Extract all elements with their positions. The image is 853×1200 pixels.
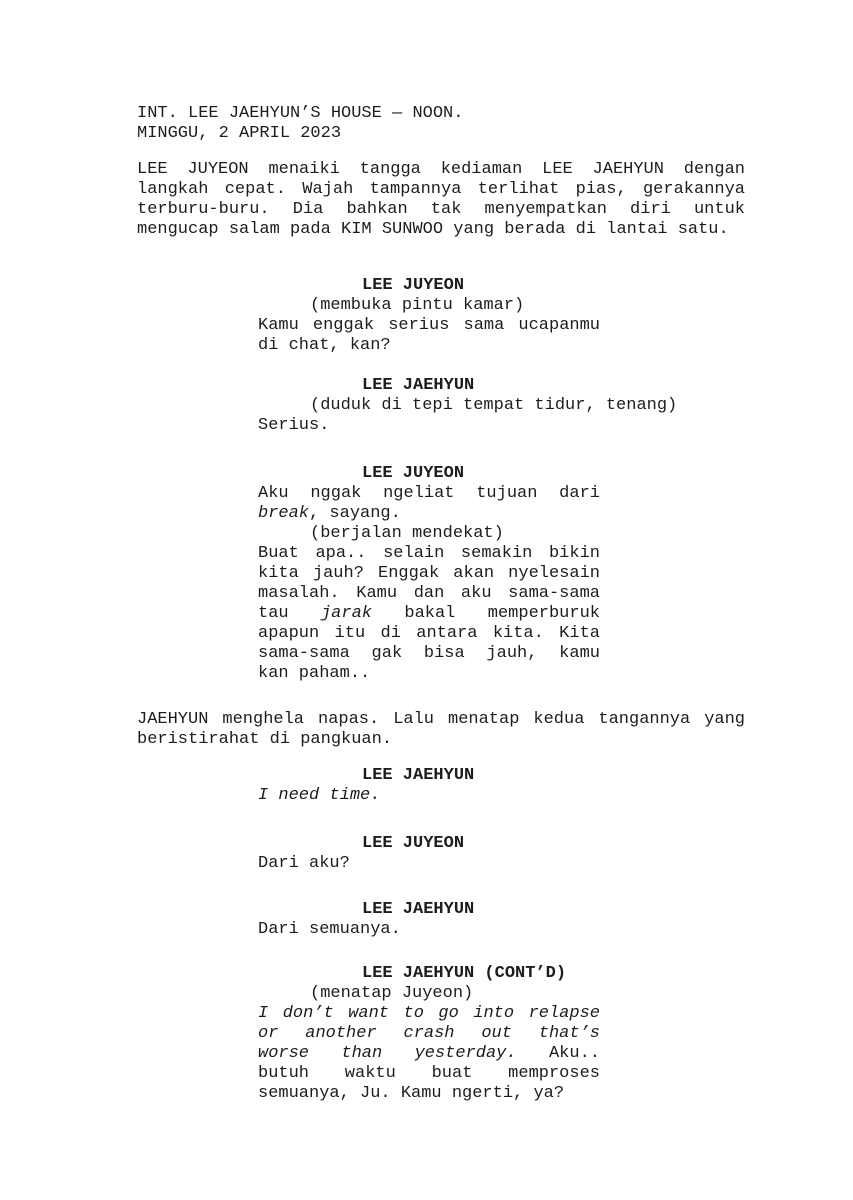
script-line (258, 564, 600, 584)
dialogue-block (258, 834, 600, 874)
character-name: LEE JUYEON (362, 464, 465, 483)
script-line (258, 1064, 600, 1084)
script-line (137, 124, 745, 144)
character-name: LEE JAEHYUN (362, 900, 475, 919)
script-line (258, 604, 600, 624)
text-run: kan paham.. (258, 664, 371, 683)
script-line (258, 504, 600, 524)
text-run: terburu-buru. Dia bahkan tak menyempatkan diri untuk (137, 200, 745, 219)
italic-text: jarak (320, 604, 372, 623)
text-run: bakal memperburuk (372, 604, 600, 623)
text-run: , sayang. (309, 504, 401, 523)
italic-text: worse than yesterday. (258, 1044, 517, 1063)
script-line (258, 484, 600, 504)
text-run: di chat, kan? (258, 336, 391, 355)
script-content (137, 104, 745, 1104)
text-run: tau (258, 604, 321, 623)
script-line (258, 786, 600, 806)
script-line (258, 624, 600, 644)
script-line (258, 1084, 600, 1104)
dialogue-block (258, 766, 600, 806)
dialogue-block (258, 464, 600, 684)
script-line (258, 544, 600, 564)
script-line (258, 664, 600, 684)
script-line (258, 584, 600, 604)
text-run: semuanya, Ju. Kamu ngerti, ya? (258, 1084, 565, 1103)
script-line (258, 1044, 600, 1064)
text-run: Aku.. (516, 1044, 600, 1063)
scene-heading (137, 104, 745, 144)
script-line (258, 416, 600, 436)
text-run: LEE JUYEON menaiki tangga kediaman LEE JAEHYUN dengan (137, 160, 745, 179)
script-line (258, 316, 600, 336)
character-name: LEE JAEHYUN (362, 766, 475, 785)
action-block (137, 160, 745, 240)
text-run: Serius. (258, 416, 330, 435)
text-run: masalah. Kamu dan aku sama-sama (258, 584, 600, 603)
parenthetical: (berjalan mendekat) (310, 524, 504, 543)
script-line (137, 180, 745, 200)
dialogue-block (258, 376, 678, 436)
script-line (137, 220, 745, 240)
text-run: INT. LEE JAEHYUN’S HOUSE — NOON. (137, 104, 464, 123)
action-block (137, 710, 745, 750)
italic-text: or another crash out that’s (258, 1024, 600, 1043)
text-run: butuh waktu buat memproses (258, 1064, 600, 1083)
text-run: langkah cepat. Wajah tampannya terlihat pias, gerakannya (137, 180, 745, 199)
script-line (258, 854, 600, 874)
character-name: LEE JUYEON (362, 276, 465, 295)
dialogue-block (258, 964, 600, 1104)
script-line (137, 200, 745, 220)
text-run: mengucap salam pada KIM SUNWOO yang berada di lantai satu. (137, 220, 729, 239)
text-run: Kamu enggak serius sama ucapanmu (258, 316, 600, 335)
script-line (137, 160, 745, 180)
parenthetical: (membuka pintu kamar) (310, 296, 525, 315)
text-run: beristirahat di pangkuan. (137, 730, 393, 749)
script-line (258, 1004, 600, 1024)
script-line (258, 920, 600, 940)
text-run: apapun itu di antara kita. Kita (258, 624, 600, 643)
script-line (137, 730, 745, 750)
script-line (258, 644, 600, 664)
parenthetical: (duduk di tepi tempat tidur, tenang) (310, 396, 678, 415)
text-run: Dari aku? (258, 854, 350, 873)
text-run: kita jauh? Enggak akan nyelesain (258, 564, 600, 583)
script-line (137, 710, 745, 730)
script-line (258, 1024, 600, 1044)
dialogue-block (258, 900, 600, 940)
text-run: Dari semuanya. (258, 920, 401, 939)
character-name: LEE JAEHYUN (362, 376, 475, 395)
text-run: Buat apa.. selain semakin bikin (258, 544, 600, 563)
script-line (137, 104, 745, 124)
dialogue-block (258, 276, 600, 356)
text-run: sama-sama gak bisa jauh, kamu (258, 644, 600, 663)
text-run: MINGGU, 2 APRIL 2023 (137, 124, 342, 143)
text-run: Aku nggak ngeliat tujuan dari (258, 484, 600, 503)
italic-text: I don’t want to go into relapse (258, 1004, 600, 1023)
script-line (258, 336, 600, 356)
character-name: LEE JAEHYUN (CONT’D) (362, 964, 567, 983)
parenthetical: (menatap Juyeon) (310, 984, 474, 1003)
italic-text: break (258, 504, 310, 523)
italic-text: I need time. (258, 786, 381, 805)
text-run: JAEHYUN menghela napas. Lalu menatap kedua tangannya yang (137, 710, 745, 729)
character-name: LEE JUYEON (362, 834, 465, 853)
